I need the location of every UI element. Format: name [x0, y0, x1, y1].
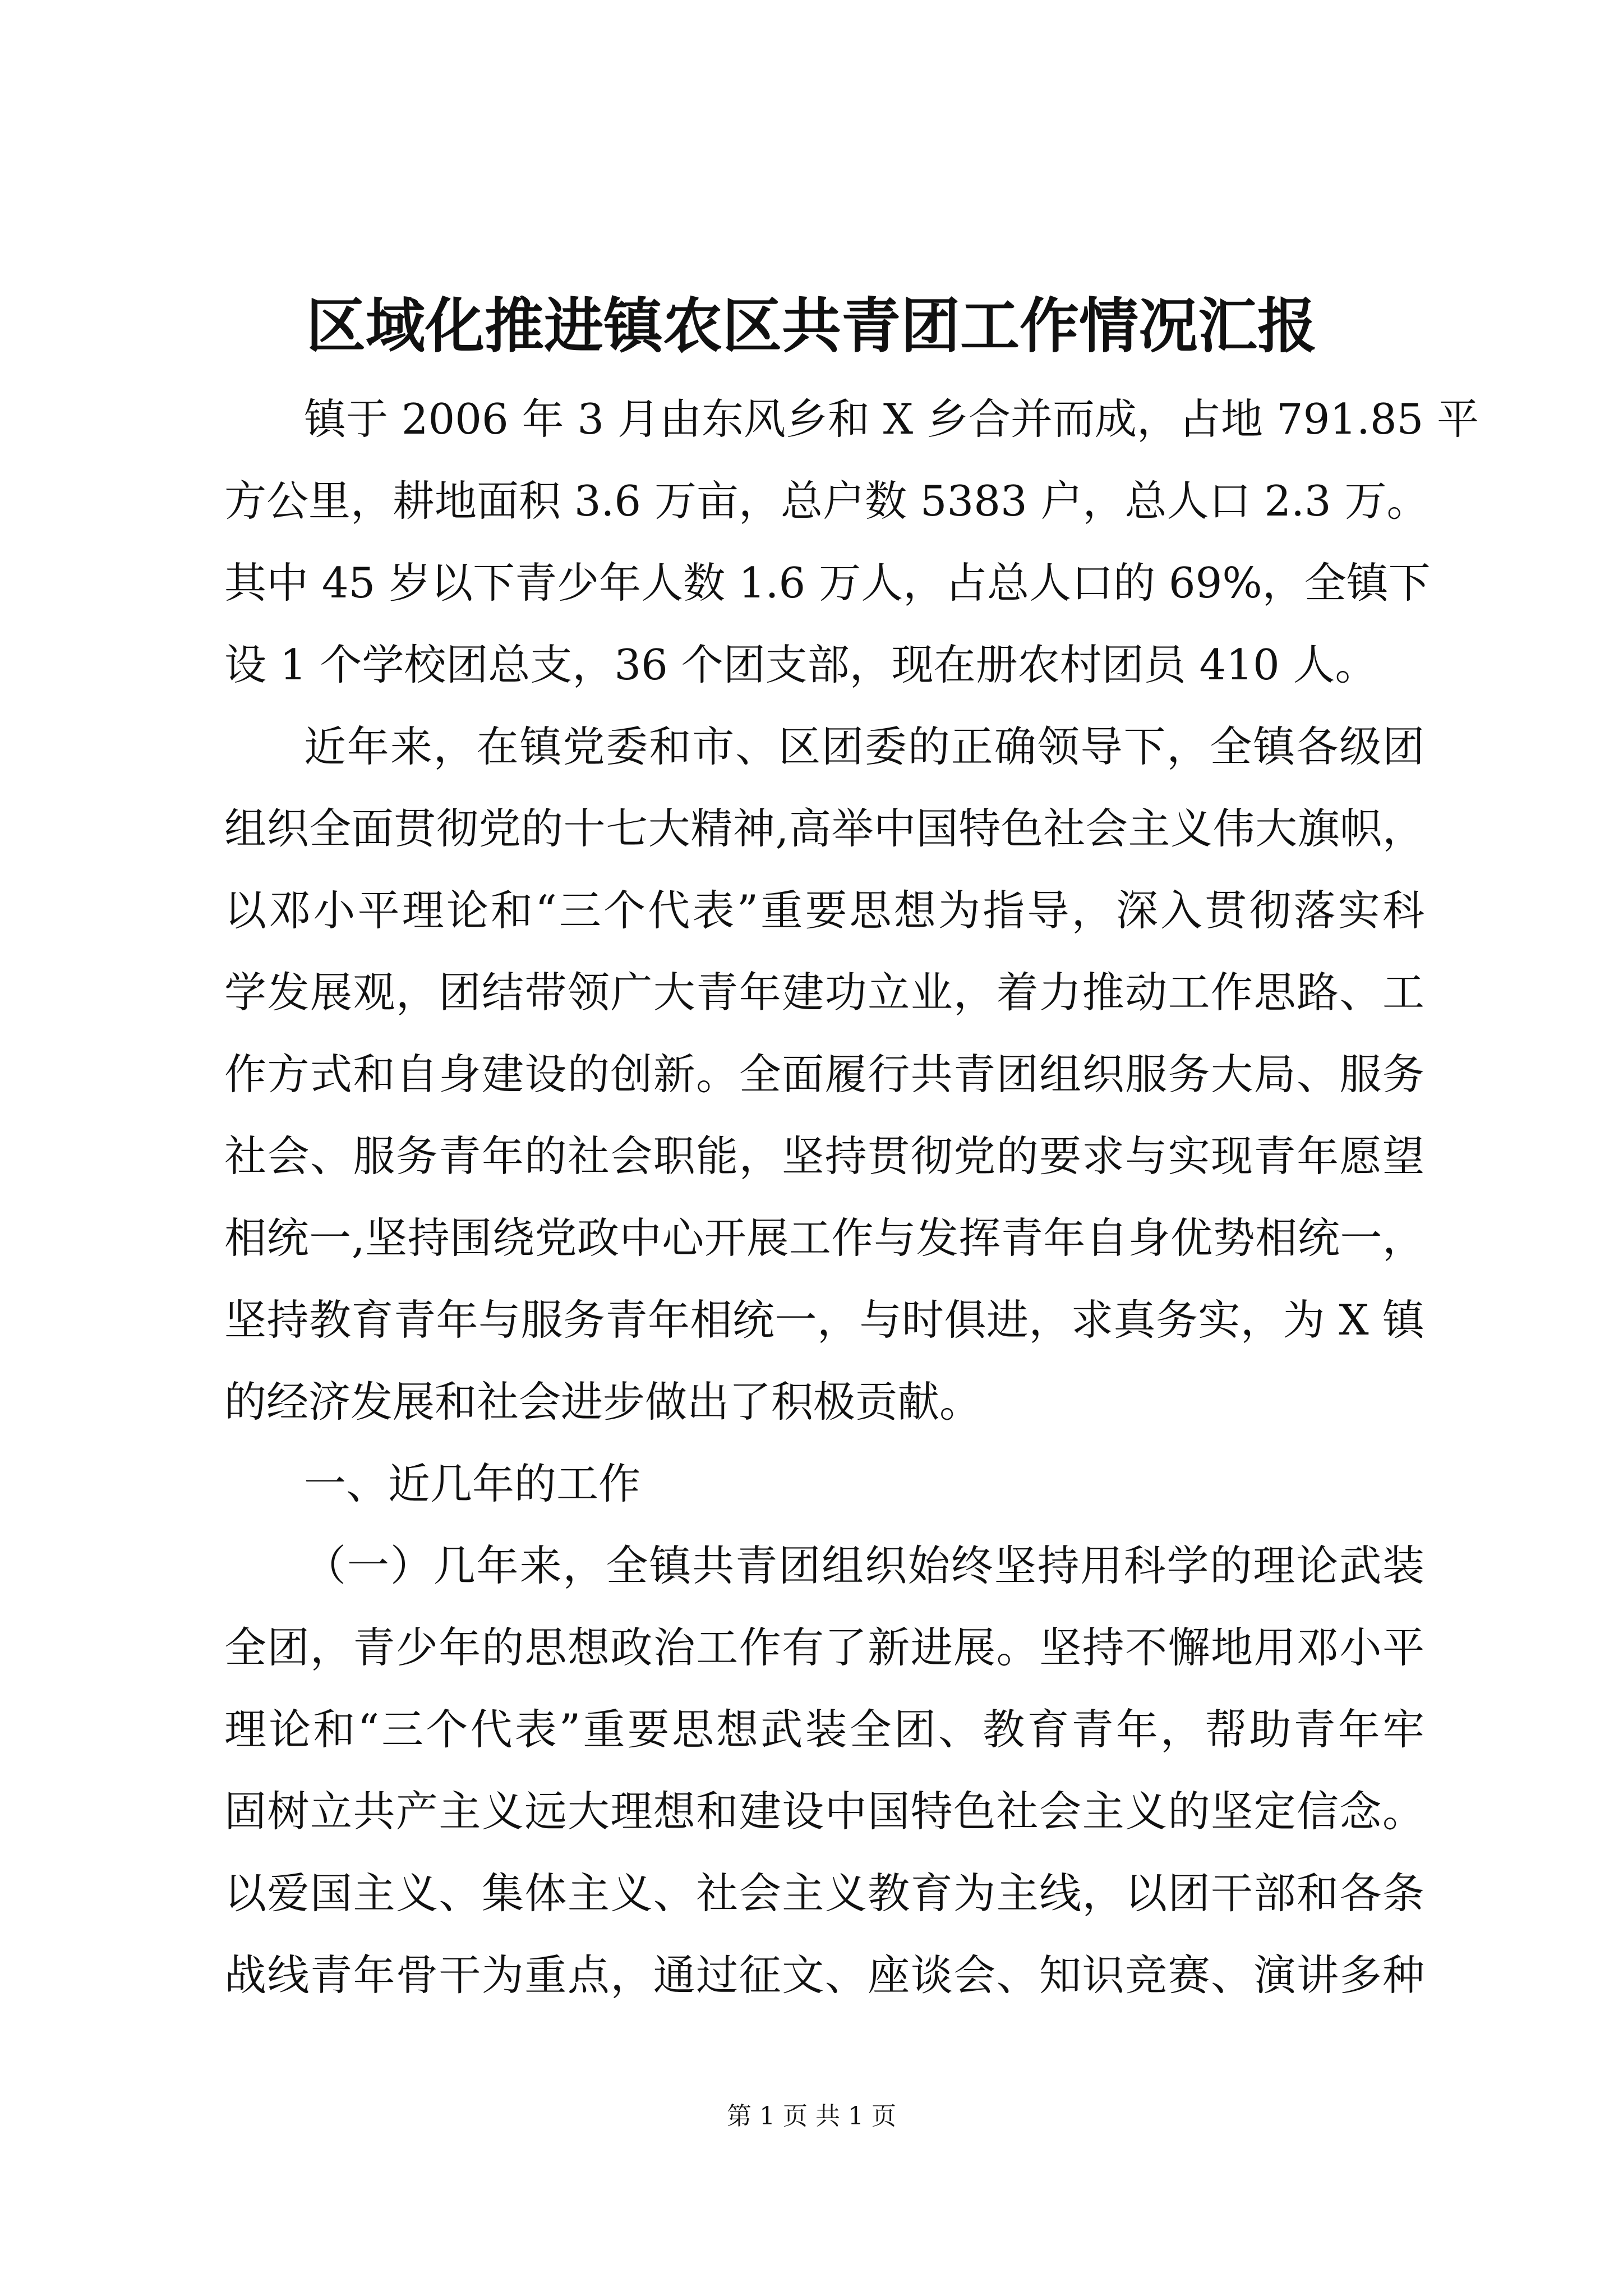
text-line: 社会、服务青年的社会职能，坚持贯彻党的要求与实现青年愿望 — [224, 1131, 1424, 1181]
text-line: 近年来，在镇党委和市、区团委的正确领导下，全镇各级团 — [304, 722, 1424, 771]
text-line: 组织全面贯彻党的十七大精神,高举中国特色社会主义伟大旗帜， — [224, 804, 1424, 853]
text-line: （一）几年来，全镇共青团组织始终坚持用科学的理论武装 — [304, 1541, 1424, 1590]
paragraph — [224, 706, 1424, 1443]
text-line: 学发展观，团结带领广大青年建功立业，着力推动工作思路、工 — [224, 968, 1424, 1017]
text-line: 战线青年骨干为重点，通过征文、座谈会、知识竞赛、演讲多种 — [224, 1950, 1424, 2000]
text-line: 以爱国主义、集体主义、社会主义教育为主线，以团干部和各条 — [224, 1869, 1424, 1918]
text-line: 方公里，耕地面积 3.6 万亩，总户数 5383 户，总人口 2.3 万。 — [224, 476, 1429, 526]
paragraph — [224, 1525, 1424, 2016]
text-line: 作方式和自身建设的创新。全面履行共青团组织服务大局、服务 — [224, 1050, 1424, 1099]
text-line: 坚持教育青年与服务青年相统一，与时俱进，求真务实，为 X 镇 — [224, 1295, 1424, 1345]
text-line: 以邓小平理论和“三个代表”重要思想为指导，深入贯彻落实科 — [224, 886, 1424, 935]
text-line: 理论和“三个代表”重要思想武装全团、教育青年，帮助青年牢 — [224, 1705, 1424, 1754]
text-line: 其中 45 岁以下青少年人数 1.6 万人，占总人口的 69%，全镇下 — [224, 558, 1431, 608]
text-line: 设 1 个学校团总支，36 个团支部，现在册农村团员 410 人。 — [224, 640, 1377, 689]
document-body — [224, 378, 1479, 2016]
document-title: 区域化推进镇农区共青团工作情况汇报 — [306, 291, 1317, 361]
paragraph — [224, 378, 1479, 706]
text-line: 全团，青少年的思想政治工作有了新进展。坚持不懈地用邓小平 — [224, 1623, 1424, 1672]
text-line: 固树立共产主义远大理想和建设中国特色社会主义的坚定信念。 — [224, 1787, 1424, 1836]
text-line: 的经济发展和社会进步做出了积极贡献。 — [224, 1377, 982, 1427]
page-footer: 第 1 页 共 1 页 — [727, 2102, 896, 2131]
text-line: 相统一,坚持围绕党政中心开展工作与发挥青年自身优势相统一， — [224, 1213, 1424, 1263]
section-heading: 一、近几年的工作 — [304, 1459, 641, 1508]
text-line: 镇于 2006 年 3 月由东风乡和 X 乡合并而成，占地 791.85 平 — [304, 394, 1479, 444]
